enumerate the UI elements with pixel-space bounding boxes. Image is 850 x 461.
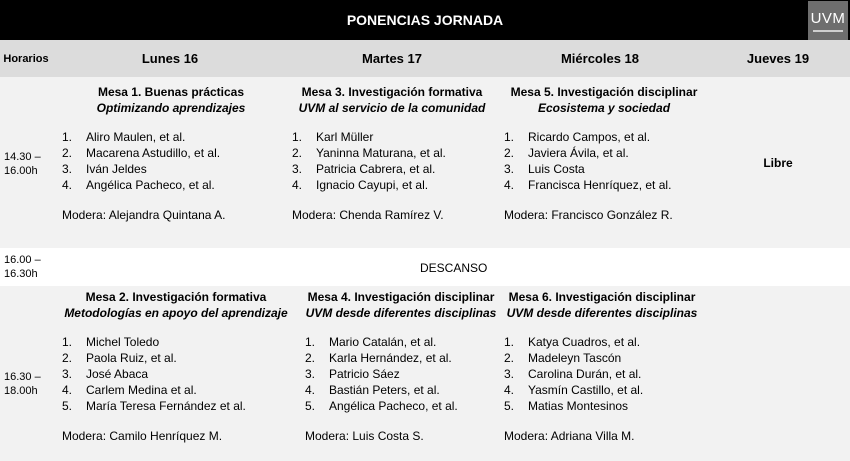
moderator: Modera: Francisco González R.: [504, 208, 673, 222]
session-mesa-5: [504, 84, 704, 223]
session-mesa-1: [62, 84, 280, 223]
speaker-list: [62, 129, 280, 193]
speaker-list: [292, 129, 492, 193]
time-slot-end: 16.00h: [4, 165, 38, 177]
session-mesa-3: [292, 84, 492, 223]
session-subtitle: UVM al servicio de la comunidad: [298, 101, 486, 115]
list-item: 3. Iván Jeldes: [62, 162, 147, 176]
list-item: 2. Javiera Ávila, et al.: [504, 146, 629, 160]
break-label: DESCANSO: [420, 261, 488, 275]
page-title: PONENCIAS JORNADA: [0, 0, 850, 40]
list-item: 3. Patricia Cabrera, et al.: [292, 162, 436, 176]
list-item: 4. Angélica Pacheco, et al.: [62, 178, 215, 192]
header-day-martes: Martes 17: [362, 51, 422, 66]
time-slot-start: 16.00 –: [4, 254, 41, 266]
moderator: Modera: Alejandra Quintana A.: [62, 208, 226, 222]
session-mesa-4: [305, 289, 497, 444]
session-subtitle: Optimizando aprendizajes: [96, 101, 246, 115]
uvm-logo: [808, 1, 848, 41]
list-item: 3. José Abaca: [62, 367, 149, 381]
session-title: Mesa 1. Buenas prácticas: [97, 85, 245, 99]
moderator: Modera: Chenda Ramírez V.: [292, 208, 444, 222]
speaker-list: [305, 334, 497, 414]
speaker-list: [62, 334, 290, 414]
list-item: 2. Madeleyn Tascón: [504, 351, 622, 365]
header-day-miercoles: Miércoles 18: [560, 51, 640, 66]
list-item: 2. Paola Ruiz, et al.: [62, 351, 177, 365]
list-item: 3. Luis Costa: [504, 162, 585, 176]
list-item: 1. Katya Cuadros, et al.: [504, 335, 641, 349]
session-mesa-6: [504, 289, 700, 444]
moderator: Modera: Camilo Henríquez M.: [62, 429, 223, 443]
time-slot-2: [4, 370, 41, 398]
list-item: 5. Matias Montesinos: [504, 399, 629, 413]
list-item: 4. Carlem Medina et al.: [62, 383, 197, 397]
time-slot-end: 18.00h: [4, 385, 38, 397]
session-subtitle: Metodologías en apoyo del aprendizaje: [64, 306, 288, 320]
header-day-jueves: Jueves 19: [746, 51, 810, 66]
list-item: 4. Bastián Peters, et al.: [305, 383, 440, 397]
list-item: 4. Francisca Henríquez, et al.: [504, 178, 672, 192]
list-item: 2. Yaninna Maturana, et al.: [292, 146, 446, 160]
speaker-list: [504, 129, 704, 193]
list-item: 1. Michel Toledo: [62, 335, 160, 349]
list-item: 5. Angélica Pacheco, et al.: [305, 399, 458, 413]
session-title: Mesa 5. Investigación disciplinar: [510, 85, 698, 99]
logo-underline: [813, 30, 843, 32]
session-title: Mesa 2. Investigación formativa: [85, 290, 267, 304]
session-title: Mesa 3. Investigación formativa: [301, 85, 483, 99]
session-subtitle: UVM desde diferentes disciplinas: [506, 306, 698, 320]
list-item: 5. María Teresa Fernández et al.: [62, 399, 246, 413]
list-item: 3. Patricio Sáez: [305, 367, 400, 381]
list-item: 1. Karl Müller: [292, 130, 374, 144]
list-item: 3. Carolina Durán, et al.: [504, 367, 642, 381]
header-horarios: Horarios: [3, 52, 49, 65]
logo-text: UVM: [810, 9, 846, 27]
speaker-list: [504, 334, 700, 414]
jueves-libre: Libre: [763, 155, 793, 170]
header-day-lunes: Lunes 16: [141, 51, 199, 66]
session-subtitle: Ecosistema y sociedad: [537, 101, 671, 115]
session-title: Mesa 4. Investigación disciplinar: [307, 290, 495, 304]
list-item: 4. Ignacio Cayupi, et al.: [292, 178, 429, 192]
session-mesa-2: [62, 289, 290, 444]
list-item: 1. Mario Catalán, et al.: [305, 335, 437, 349]
table-header: [0, 40, 850, 77]
time-slot-end: 16.30h: [4, 268, 38, 280]
session-title: Mesa 6. Investigación disciplinar: [508, 290, 696, 304]
session-subtitle: UVM desde diferentes disciplinas: [305, 306, 497, 320]
list-item: 4. Yasmín Castillo, et al.: [504, 383, 644, 397]
list-item: 2. Karla Hernández, et al.: [305, 351, 452, 365]
list-item: 2. Macarena Astudillo, et al.: [62, 146, 221, 160]
time-slot-break: [4, 253, 41, 281]
time-slot-1: [4, 150, 41, 178]
list-item: 1. Ricardo Campos, et al.: [504, 130, 651, 144]
time-slot-start: 14.30 –: [4, 151, 41, 163]
time-slot-start: 16.30 –: [4, 371, 41, 383]
moderator: Modera: Luis Costa S.: [305, 429, 424, 443]
list-item: 1. Aliro Maulen, et al.: [62, 130, 186, 144]
moderator: Modera: Adriana Villa M.: [504, 429, 635, 443]
